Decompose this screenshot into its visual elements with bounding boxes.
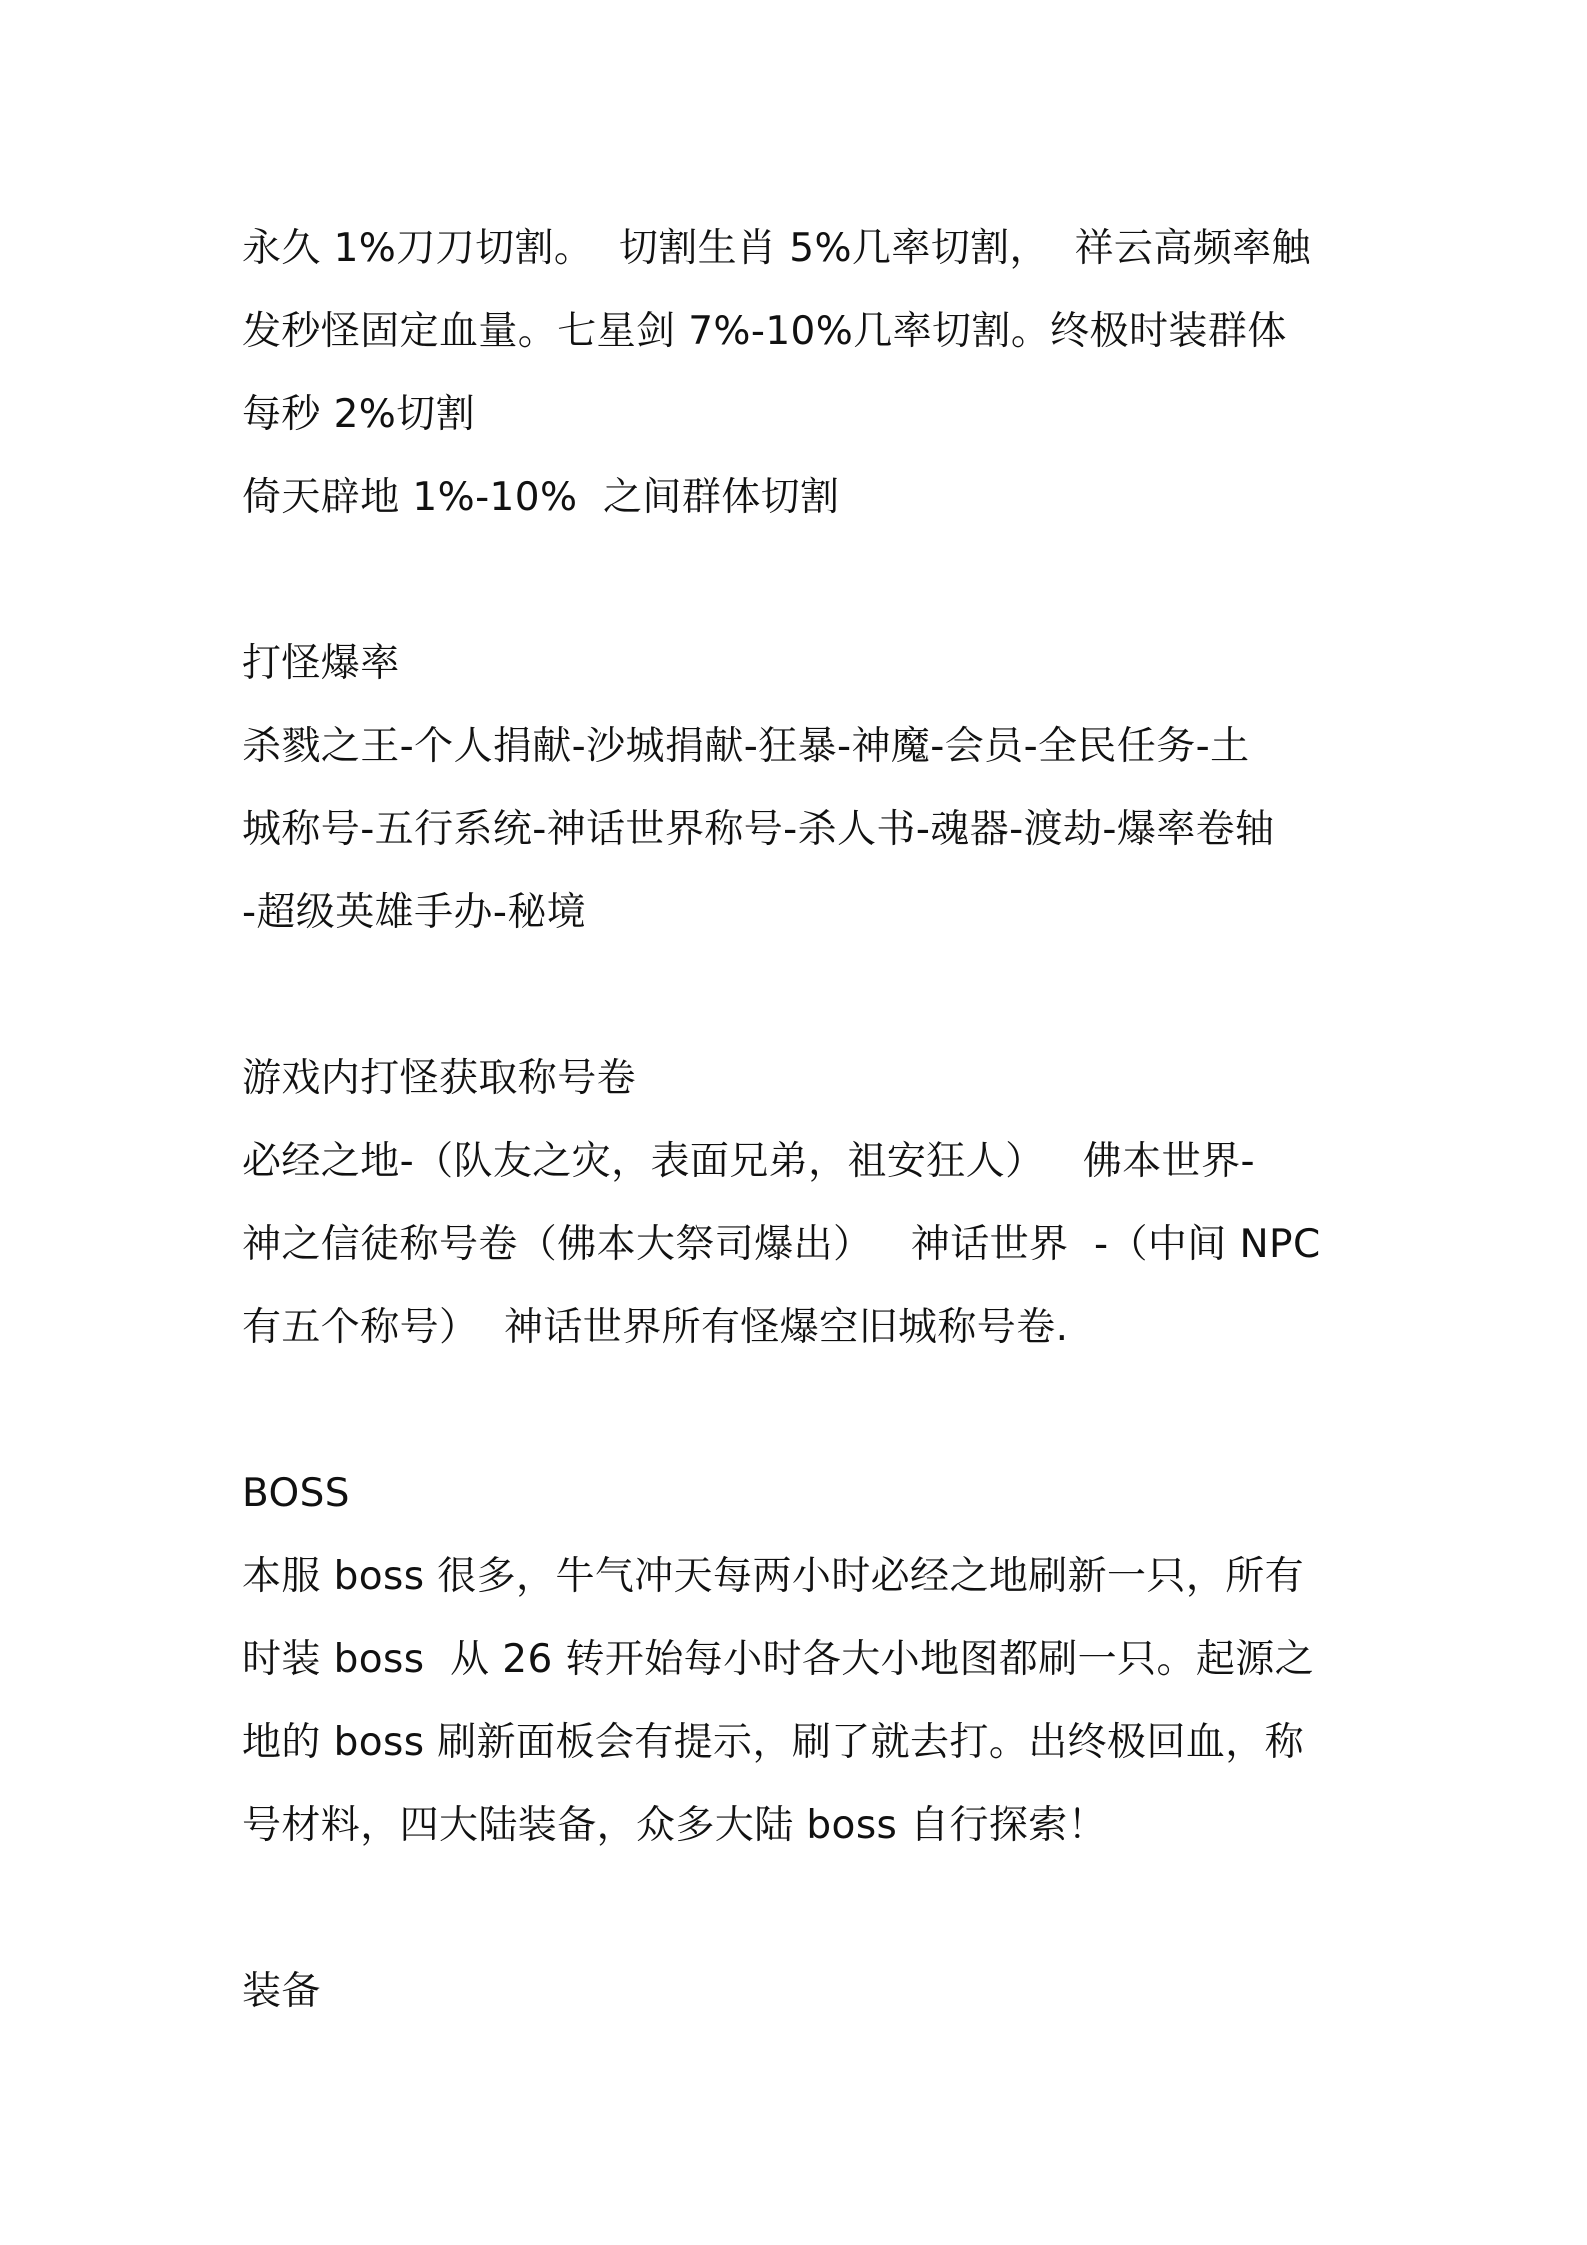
blank-line bbox=[242, 1867, 1360, 1950]
paragraph-line-6: 城称号-五行系统-神话世界称号-杀人书-魂器-渡劫-爆率卷轴 bbox=[242, 807, 1275, 852]
paragraph-line-8: 必经之地-（队友之灾，表面兄弟，祖安狂人） 佛本世界- bbox=[242, 1139, 1255, 1184]
blank-line bbox=[242, 539, 1360, 622]
section-heading-drop-rate: 打怪爆率 bbox=[242, 641, 400, 686]
paragraph-line-2: 发秒怪固定血量。七星剑 7%-10%几率切割。终极时装群体 bbox=[242, 309, 1287, 354]
section-heading-boss: BOSS bbox=[242, 1471, 350, 1516]
paragraph-line-13: 地的 boss 刷新面板会有提示，刷了就去打。出终极回血，称 bbox=[242, 1720, 1305, 1765]
paragraph-line-10: 有五个称号） 神话世界所有怪爆空旧城称号卷. bbox=[242, 1305, 1069, 1350]
paragraph-line-12: 时装 boss 从 26 转开始每小时各大小地图都刷一只。起源之 bbox=[242, 1637, 1315, 1682]
section-heading-title-scrolls: 游戏内打怪获取称号卷 bbox=[242, 1056, 637, 1101]
blank-line bbox=[242, 954, 1360, 1037]
paragraph-line-11: 本服 boss 很多，牛气冲天每两小时必经之地刷新一只，所有 bbox=[242, 1554, 1305, 1599]
paragraph-line-14: 号材料，四大陆装备，众多大陆 boss 自行探索！ bbox=[242, 1803, 1108, 1848]
paragraph-line-1: 永久 1%刀刀切割。 切割生肖 5%几率切割， 祥云高频率触 bbox=[242, 226, 1311, 271]
paragraph-line-4: 倚天辟地 1%-10% 之间群体切割 bbox=[242, 475, 840, 520]
paragraph-line-7: -超级英雄手办-秘境 bbox=[242, 890, 587, 935]
document-body bbox=[242, 207, 1360, 2033]
blank-line bbox=[242, 1369, 1360, 1452]
paragraph-line-3: 每秒 2%切割 bbox=[242, 392, 476, 437]
paragraph-line-9: 神之信徒称号卷（佛本大祭司爆出） 神话世界 -（中间 NPC bbox=[242, 1222, 1321, 1267]
section-heading-equipment: 装备 bbox=[242, 1969, 321, 2014]
paragraph-line-5: 杀戮之王-个人捐献-沙城捐献-狂暴-神魔-会员-全民任务-土 bbox=[242, 724, 1250, 769]
